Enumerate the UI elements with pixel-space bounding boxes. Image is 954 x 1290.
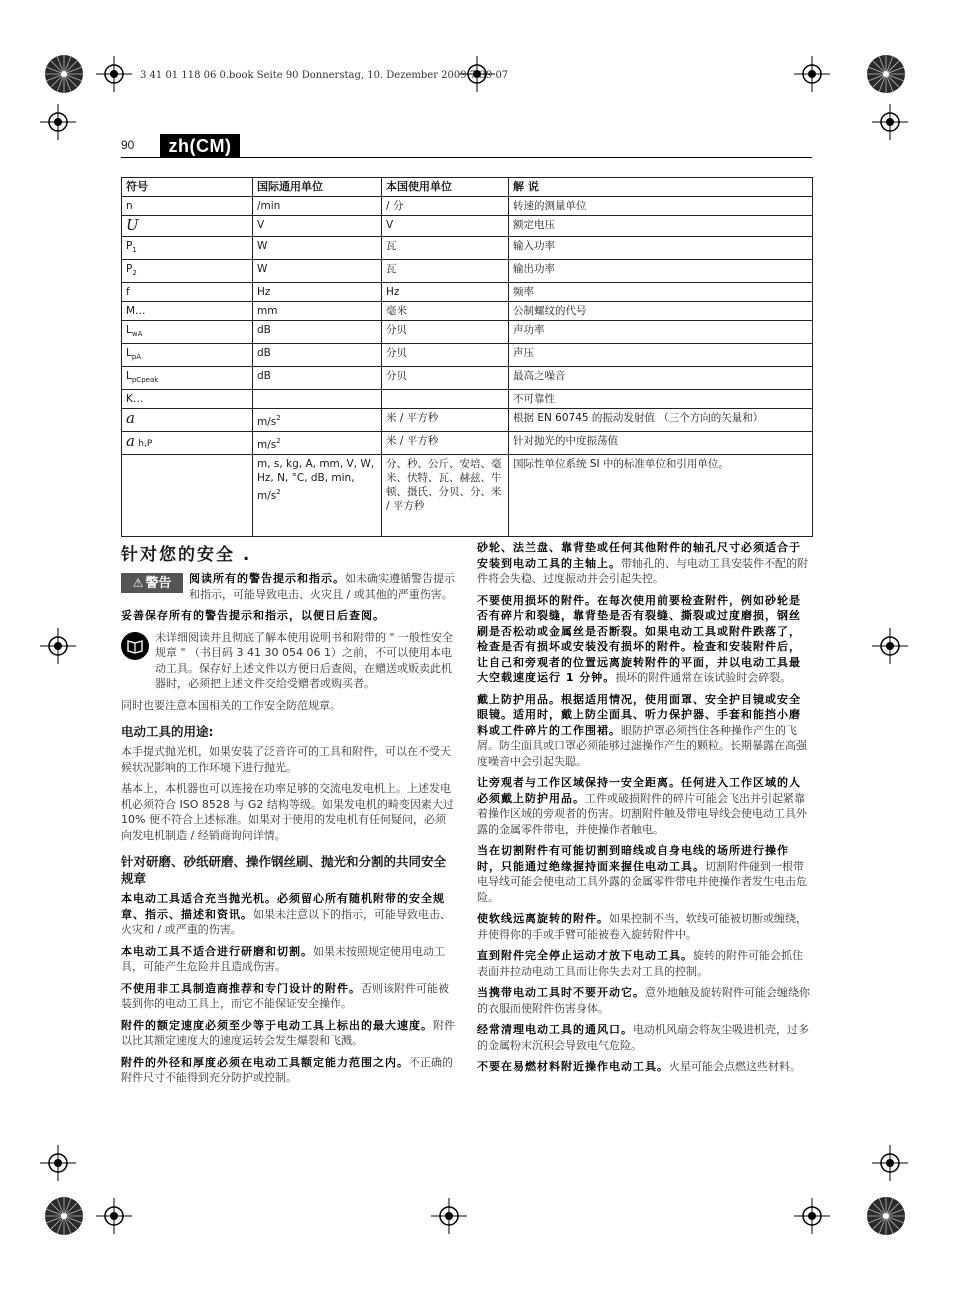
si-unit-cell: /min [253, 197, 382, 216]
safety-item [477, 911, 812, 942]
column-header-si-unit: 国际通用单位 [253, 178, 382, 197]
symbol-cell [122, 344, 253, 367]
safety-item [121, 981, 456, 1012]
read-manual-block [121, 630, 456, 698]
safety-item [477, 1022, 812, 1053]
local-unit-cell: 瓦 [382, 237, 509, 260]
registration-mark-left-top [40, 104, 76, 140]
symbol-cell: f [122, 283, 253, 302]
si-unit-cell: V [253, 216, 382, 237]
column-header-symbol: 符号 [122, 178, 253, 197]
safety-item-bold: 不使用非工具制造商推荐和专门设计的附件。 [121, 981, 361, 995]
local-unit-cell: 分贝 [382, 367, 509, 390]
intended-use-paragraph: 本手提式抛光机，如果安装了泛音许可的工具和附件，可以在不受天候状况影响的工作环境下进行抛光。 [121, 745, 451, 774]
read-manual-text: 未详细阅读并且彻底了解本使用说明书和附带的 " 一般性安全规章 " （书目码 3 41 30 054 06 1）之前，不可以使用本电动工具。保存好上述文件以方便日后查阅，在赠送或贩卖此机器时，必须把上述文件交给受赠者或购买者。 [155, 630, 454, 690]
local-unit-cell: 分贝 [382, 344, 509, 367]
si-unit-cell: dB [253, 344, 382, 367]
safety-item [477, 843, 812, 905]
description-cell: 输入功率 [509, 237, 813, 260]
local-unit-cell [382, 390, 509, 409]
star-target-top-right [866, 54, 906, 94]
symbol-subscript: 1 [132, 246, 137, 254]
safety-item-bold: 本电动工具适合充当抛光机。必须留心所有随机附带的安全规章、指示、描述和资讯。 [121, 892, 445, 921]
symbol-cell [122, 432, 253, 455]
safety-item-text: 否则该附件可能被装到你的电动工具上，而它不能保证安全操作。 [121, 981, 449, 1010]
symbol-cell [122, 409, 253, 432]
si-unit-text: m, s, kg, A, mm, V, W, Hz, N, °C, dB, min, m/s [257, 458, 375, 502]
description-cell: 国际性单位系统 SI 中的标准单位和引用单位。 [509, 455, 813, 537]
table-row [122, 302, 813, 321]
description-cell: 公制螺纹的代号 [509, 302, 813, 321]
warning-label: 警告 [145, 576, 172, 591]
symbol-text: U [126, 216, 139, 234]
safety-item-text: 电动机风扇会将灰尘吸进机壳，过多的金属粉末沉积会导致电气危险。 [477, 1023, 809, 1052]
safety-item-text: 意外地触及旋转附件可能会缠绕你的衣服而使附件伤害身体。 [477, 986, 810, 1015]
symbol-cell [122, 367, 253, 390]
registration-mark-right-middle [872, 628, 908, 664]
language-badge: zh(CM) [160, 134, 240, 158]
units-table [121, 177, 813, 537]
si-unit-cell [253, 455, 382, 537]
warning-bold: 阅读所有的警告提示和指示。 [189, 572, 345, 585]
symbol-cell [122, 321, 253, 344]
symbol-text: P [126, 240, 133, 252]
safety-item-bold: 本电动工具不适合进行研磨和切割。 [121, 944, 313, 958]
generator-paragraph: 基本上，本机器也可以连接在功率足够的交流电发电机上。上述发电机必须符合 ISO 8528 与 G2 结构等级。如果发电机的畸变因素大过 10% 便不符合上述标准。如果对于使用的发电机有任何疑问，必须向发电机制造 / 经销商询问详情。 [121, 782, 454, 842]
registration-mark-right-top [872, 104, 908, 140]
right-column [477, 540, 812, 1081]
warning-triangle-icon: ⚠ [132, 576, 144, 590]
table-row [122, 455, 813, 537]
symbol-subscript: pA [131, 353, 142, 361]
common-safety-heading: 针对研磨、砂纸研磨、操作钢丝刷、抛光和分割的共同安全规章 [121, 854, 447, 886]
symbol-text: L [126, 370, 132, 382]
symbol-cell [122, 216, 253, 237]
local-unit-cell: Hz [382, 283, 509, 302]
table-row [122, 197, 813, 216]
si-unit-cell [253, 409, 382, 432]
print-file-info: 3 41 01 118 06 0.book Seite 90 Donnerstag, 10. Dezember 2009 7:39 07 [140, 70, 509, 81]
symbol-subscript: pCpeak [131, 376, 159, 384]
safety-item-bold: 当在切割附件有可能切割到暗线或自身电线的场所进行操作时，只能通过绝缘握持面来握住电动工具。 [477, 844, 789, 873]
symbol-text: L [126, 347, 132, 359]
local-unit-cell: 分贝 [382, 321, 509, 344]
symbol-text: L [126, 324, 132, 336]
si-unit-superscript: 2 [276, 437, 281, 445]
description-cell: 不可靠性 [509, 390, 813, 409]
description-cell: 针对抛光的中度振荡值 [509, 432, 813, 455]
si-unit-cell [253, 390, 382, 409]
description-cell: 输出功率 [509, 260, 813, 283]
safety-item [477, 985, 812, 1016]
safety-item-bold: 附件的额定速度必须至少等于电动工具上标出的最大速度。 [121, 1018, 433, 1032]
symbol-cell [122, 260, 253, 283]
local-unit-cell: 毫米 [382, 302, 509, 321]
safety-item-text: 不正确的附件尺寸不能得到充分防护或控制。 [121, 1055, 453, 1084]
si-unit-superscript: 2 [276, 488, 281, 496]
symbol-text: P [126, 263, 133, 275]
keep-instructions-bold: 妥善保存所有的警告提示和指示，以便日后查阅。 [121, 609, 385, 622]
description-cell: 声压 [509, 344, 813, 367]
table-row [122, 260, 813, 283]
safety-item-text: 带轴孔的、与电动工具安装件不配的附件将会失稳、过度振动并会引起失控。 [477, 556, 808, 585]
symbol-cell: M… [122, 302, 253, 321]
safety-item-text: 如果未按照规定使用电动工具，可能产生危险并且造成伤害。 [121, 944, 445, 973]
safety-item-text: 损坏的附件通常在该试验时会碎裂。 [615, 671, 792, 684]
local-unit-cell: 瓦 [382, 260, 509, 283]
registration-mark-left-middle [40, 628, 76, 664]
warning-text [189, 571, 456, 602]
warning-block [121, 571, 456, 602]
description-cell: 转速的测量单位 [509, 197, 813, 216]
table-row [122, 390, 813, 409]
table-row [122, 367, 813, 390]
star-target-bottom-right [866, 1196, 906, 1236]
safety-item [477, 593, 812, 686]
description-cell: 额定电压 [509, 216, 813, 237]
description-cell: 声功率 [509, 321, 813, 344]
safety-item-bold: 不要在易燃材料附近操作电动工具。 [477, 1060, 669, 1073]
safety-item-bold: 使软线远离旋转的附件。 [477, 912, 609, 925]
column-header-description: 解 说 [509, 178, 813, 197]
description-cell: 根据 EN 60745 的振动发射值 （三个方向的矢量和） [509, 409, 813, 432]
safety-item-bold: 附件的外径和厚度必须在电动工具额定能力范围之内。 [121, 1055, 409, 1069]
safety-item-bold: 砂轮、法兰盘、靠背垫或任何其他附件的轴孔尺寸必须适合于安装到电动工具的主轴上。 [477, 541, 801, 570]
safety-item [477, 540, 812, 587]
local-regulations-text: 同时也要注意本国相关的工作安全防范规章。 [121, 698, 341, 712]
local-unit-cell: V [382, 216, 509, 237]
symbol-cell: K… [122, 390, 253, 409]
registration-mark-right-bottom [872, 1145, 908, 1181]
registration-mark-bottom-center [431, 1198, 467, 1234]
local-unit-cell: 分、秒、公斤、安培、毫米、伏特、瓦、赫兹、牛顿、摄氏、分贝、分、米 / 平方秒 [382, 455, 509, 537]
registration-mark-top-right [794, 56, 830, 92]
symbol-cell [122, 237, 253, 260]
symbol-text: a [126, 432, 135, 450]
safety-item-text: 工件或破损附件的碎片可能会飞出并引起紧靠着操作区域的旁观者的伤害。切割附件触及带电导线会使电动工具外露的金属零件带电，并使操作者触电。 [477, 791, 807, 836]
symbol-text: a [126, 409, 135, 427]
star-target-bottom-left [44, 1196, 84, 1236]
intended-use-heading: 电动工具的用途: [121, 724, 214, 739]
table-row [122, 216, 813, 237]
description-cell: 频率 [509, 283, 813, 302]
safety-item-text: 旋转的附件可能会抓住表面并拉动电动工具而让你失去对工具的控制。 [477, 949, 803, 978]
symbol-subscript: 2 [132, 269, 137, 277]
table-header-row [122, 178, 813, 197]
safety-item-bold: 戴上防护用品。根据适用情况，使用面罩、安全护目镜或安全眼镜。适用时，戴上防尘面具、听力保护器、手套和能挡小磨料或工件碎片的工作围裙。 [477, 692, 801, 737]
si-unit-cell: mm [253, 302, 382, 321]
safety-item [477, 948, 812, 979]
table-row [122, 237, 813, 260]
safety-item-text: 如果控制不当，软线可能被切断或缠绕，并使得你的手或手臂可能被卷入旋转附件中。 [477, 912, 807, 941]
si-unit-cell: dB [253, 321, 382, 344]
safety-item [121, 944, 456, 975]
registration-mark-bottom-right [794, 1198, 830, 1234]
safety-item-text: 切割附件碰到一根带电导线可能会使电动工具外露的金属零件带电并使操作者发生电击危险。 [477, 859, 807, 904]
symbol-cell: n [122, 197, 253, 216]
safety-item [121, 1055, 456, 1086]
read-manual-icon [121, 632, 149, 660]
safety-item [121, 891, 456, 938]
safety-item-text: 眼防护罩必须挡住各种操作产生的飞屑。防尘面具或口罩必须能够过滤操作产生的颗粒。长期暴露在高强度噪音中会引起失聪。 [477, 723, 807, 768]
registration-mark-bottom-left [96, 1198, 132, 1234]
safety-item [477, 775, 812, 837]
local-unit-cell: 米 / 平方秒 [382, 432, 509, 455]
si-unit-cell: W [253, 260, 382, 283]
registration-mark-top-left [96, 56, 132, 92]
safety-item-text: 如果未注意以下的指示，可能导致电击、火灾和 / 或严重的伤害。 [121, 907, 451, 936]
table-row [122, 432, 813, 455]
si-unit-text: m/s [257, 439, 277, 451]
table-row [122, 321, 813, 344]
si-unit-cell: dB [253, 367, 382, 390]
symbol-subscript: h,P [138, 439, 153, 449]
warning-badge [121, 573, 183, 593]
safety-item [477, 1059, 812, 1075]
column-header-local-unit: 本国使用单位 [382, 178, 509, 197]
registration-mark-left-bottom [40, 1145, 76, 1181]
safety-item-text: 火星可能会点燃这些材料。 [669, 1060, 801, 1073]
safety-item-bold: 让旁观者与工作区域保持一安全距离。任何进入工作区域的人必须戴上防护用品。 [477, 776, 801, 805]
safety-item-text: 附件以比其额定速度大的速度运转会发生爆裂和飞溅。 [121, 1018, 455, 1047]
table-row [122, 409, 813, 432]
section-title: 针对您的安全 . [121, 545, 252, 565]
local-unit-cell: / 分 [382, 197, 509, 216]
keep-instructions [121, 608, 456, 624]
table-row [122, 283, 813, 302]
safety-item-bold: 不要使用损坏的附件。在每次使用前要检查附件，例如砂轮是否有碎片和裂缝，靠背垫是否有裂缝、撕裂或过度磨损，钢丝刷是否松动或金属丝是否断裂。如果电动工具或附件跌落了，检查是否有损坏或安装没有损坏的附件。检查和安装附件后，让自己和旁观者的位置远离旋转附件的平面，并以电动工具最大空载速度运行 1 分钟。 [477, 593, 801, 684]
safety-item-bold: 经常清理电动工具的通风口。 [477, 1023, 633, 1036]
si-unit-cell [253, 432, 382, 455]
safety-item [477, 692, 812, 770]
left-column [121, 540, 456, 1092]
local-unit-cell: 米 / 平方秒 [382, 409, 509, 432]
si-unit-text: m/s [257, 416, 277, 428]
si-unit-cell: W [253, 237, 382, 260]
description-cell: 最高之噪音 [509, 367, 813, 390]
si-unit-cell: Hz [253, 283, 382, 302]
table-row [122, 344, 813, 367]
header-rule [121, 157, 812, 158]
star-target-top-left [44, 54, 84, 94]
symbol-subscript: wA [131, 330, 143, 338]
symbol-cell [122, 455, 253, 537]
si-unit-superscript: 2 [276, 414, 281, 422]
safety-item-bold: 直到附件完全停止运动才放下电动工具。 [477, 949, 693, 962]
page-number: 90 [121, 138, 135, 152]
safety-item-bold: 当携带电动工具时不要开动它。 [477, 986, 645, 999]
warning-body: 如未确实遵循警告提示和指示，可能导致电击、火灾且 / 或其他的严重伤害。 [189, 572, 455, 601]
safety-item [121, 1018, 456, 1049]
